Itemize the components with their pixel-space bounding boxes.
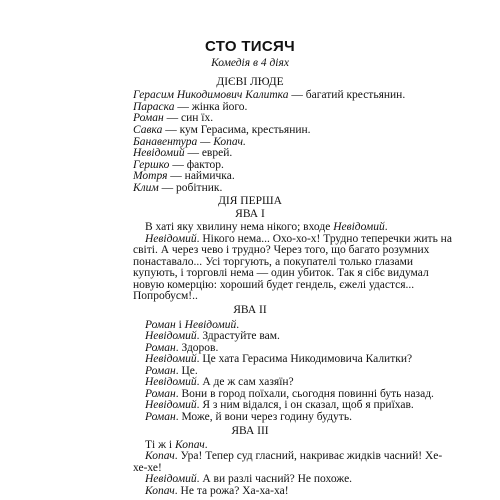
dialogue-line: новую комерцію: хороший будет гендель, єжелі удастся... [133, 278, 415, 291]
cast-item: Клим — робітник. [133, 181, 223, 194]
cast-item: Банавентура — Копач. [133, 135, 246, 148]
dialogue-line: світі. А через чево і трудно? Через того, що багато розумних [133, 244, 430, 257]
dialogue-line: Невідомий. Я з ним відался, і он сказал, щоб я приїхав. [145, 399, 414, 412]
cast-item: Савка — кум Герасима, крестьянин. [133, 123, 311, 136]
cast-item: Гершко — фактор. [133, 158, 224, 171]
dialogue-line: Невідомий. Здрастуйте вам. [145, 330, 280, 343]
dialogue-line: Роман. Може, й вони через годину будуть. [145, 410, 352, 423]
play-title: СТО ТИСЯЧ [205, 38, 295, 55]
dialogue-line: Невідомий. Це хата Герасима Никодимовича Калитки? [145, 353, 413, 366]
dialogue-line: Невідомий. А де ж сам хазяїн? [145, 376, 294, 389]
dialogue-line: Невідомий. Нікого нема... Охо-хо-х! Трудно теперечки жить на [145, 232, 452, 245]
dialogue-line: Попробусм!.. [133, 290, 198, 303]
stage-direction: Роман і Невідомий. [145, 318, 240, 331]
dialogue-line: Копач. Не та рожа? Ха-ха-ха! [145, 485, 289, 497]
cast-heading: ДІЄВІ ЛЮДЕ [216, 76, 284, 88]
dialogue-line: хе-хе! [133, 461, 162, 474]
dialogue-line: Роман. Вони в город поїхали, сьогодня повинні буть назад. [145, 387, 434, 400]
stage-direction: Ті ж і Копач. [145, 438, 208, 451]
scene-heading: ЯВА ІІІ [231, 424, 269, 437]
dialogue-line: Роман. Здоров. [145, 341, 219, 354]
cast-item: Параска — жінка його. [133, 100, 248, 113]
stage-direction: В хаті яку хвилину нема нікого; входе Невідомий. [145, 221, 388, 234]
scene-heading: ЯВА І [235, 207, 265, 220]
dialogue-line: понаставало... Усі торгують, а покупателі только глазами [133, 255, 413, 268]
cast-item: Мотря — наймичка. [133, 170, 235, 183]
scene-heading: ЯВА ІІ [233, 304, 267, 317]
cast-item: Герасим Никодимович Калитка — багатий крестьянин. [133, 89, 406, 102]
dialogue-line: Роман. Це. [145, 364, 198, 377]
dialogue-line: Копач. Ура! Тепер суд гласний, накриває жидків часний! Хе- [145, 450, 443, 463]
act-heading: ДІЯ ПЕРША [218, 194, 282, 207]
cast-item: Невідомий — еврей. [133, 147, 233, 160]
play-subtitle: Комедія в 4 діях [211, 57, 289, 69]
dialogue-line: купують, і торговлі нема — один убиток. Так я сібє видумал [133, 267, 429, 280]
dialogue-line: Невідомий. А ви разлі часний? Не похоже. [145, 473, 353, 486]
cast-item: Роман — син їх. [133, 112, 214, 125]
